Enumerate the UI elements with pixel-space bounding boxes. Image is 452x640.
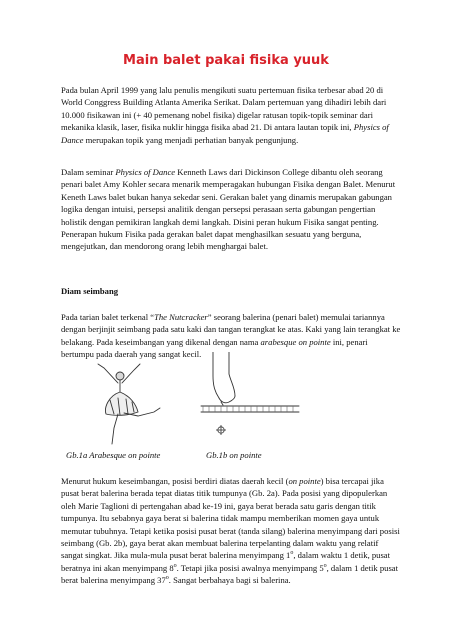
degree-mark: o <box>323 562 327 569</box>
emphasis: on pointe <box>288 476 321 486</box>
text: ) bisa tercapai jika pusat berat balerina berada tepat diatas titik tumpunya (Gb. 2a). Pada posisi yang dipopulerkan oleh Marie Taglioni di pertengahan abad ke-19 ini, gaya berat berada satu garis dengan titik tumpunya. Itu sebabnya gaya berat si balerina tidak mampu memberikan momen gaya untuk memutar tubuhnya. Tetapi ketika posisi pusat berat (tanda silang) balerina menyimpang dari posisi seimbang (Gb. 2b), gaya berat akan membuat balerina terpelanting dalam waktu yang relatif sangat singkat. Jika mula-mula pusat berat balerina menyimpang 1 <box>61 476 400 561</box>
emphasis: Physics of Dance <box>61 122 389 145</box>
text: merupakan topik yang menjadi perhatian banyak pengunjung. <box>83 134 299 145</box>
text: Pada bulan April 1999 yang lalu penulis mengikuti suatu pertemuan fisika terbesar abad 20 di World Conggress Building Atlanta Amerika Serikat. Dalam pertemuan yang dihadiri lebih dari 10.000 fisikawan ini (+ 40 pemenang nobel fisika) digelar ratusan topik-topik seminar dari mekanika klasik, laser, fisika nuklir hingga fisika abad 21. Di antara lautan topik ini, <box>61 85 387 133</box>
degree-mark: o <box>165 575 169 582</box>
emphasis: arabesque on pointe <box>260 336 331 347</box>
text: . Sangat berbahaya bagi si balerina. <box>168 575 291 586</box>
paragraph-seminar <box>61 166 401 253</box>
text: , dalam 1 detik pusat berat balerina menyimpang 37 <box>61 562 398 586</box>
degree-mark: o <box>173 562 177 569</box>
text: , dalam waktu 1 detik, pusat beratnya ini akan menyimpang 8 <box>61 550 391 573</box>
text: Pada tarian balet terkenal “ <box>61 312 155 322</box>
text: Menurut hukum keseimbangan, posisi berdiri diatas daerah kecil ( <box>61 476 289 486</box>
text: ” seorang balerina (penari balet) memulai tariannya dengan berjinjit seimbang pada satu kaki dan tangan terangkat ke atas. Kaki yang lain terangkat ke belakang. Pada keseimbangan yang dikenal dengan nama <box>61 312 401 347</box>
page-title: Main balet pakai fisika yuuk <box>123 53 329 68</box>
paragraph-intro <box>61 84 401 146</box>
text: . Tetapi jika posisi awalnya menyimpang 5 <box>176 562 324 573</box>
figure-caption-1b: Gb.1b on pointe <box>206 450 262 460</box>
text: ini, penari bertumpu pada daerah yang sangat kecil. <box>61 336 368 360</box>
section-heading: Diam seimbang <box>61 286 119 296</box>
figure-caption-1a: Gb.1a Arabesque on pointe <box>66 450 161 460</box>
ballerina-arabesque-illustration <box>74 358 164 448</box>
degree-mark: o <box>290 550 294 557</box>
foot-on-pointe-illustration <box>195 352 305 444</box>
emphasis: The Nutcracker <box>154 312 208 322</box>
paragraph-balance <box>61 475 401 587</box>
text: Kenneth Laws dari Dickinson College dibantu oleh seorang penari balet Amy Kohler secara menarik memperagakan hubungan Fisika dengan Balet. Menurut Keneth Laws balet bukan hanya sekedar seni. Gerakan balet yang dinamis merupakan gabungan logika dengan intuisi, persepsi analitik dengan persepsi perasaan serta gabungan pengertian holistik dengan pemikiran langkah demi langkah. Disini peran hukum Fisika sangat penting. Penerapan hukum Fisika pada gerakan balet dapat menghasilkan sesuatu yang berguna, mengejutkan, dan mendorong orang lebih menghargai balet. <box>61 167 396 252</box>
text: Dalam seminar <box>61 167 116 177</box>
emphasis: Physics of Dance <box>115 167 176 177</box>
